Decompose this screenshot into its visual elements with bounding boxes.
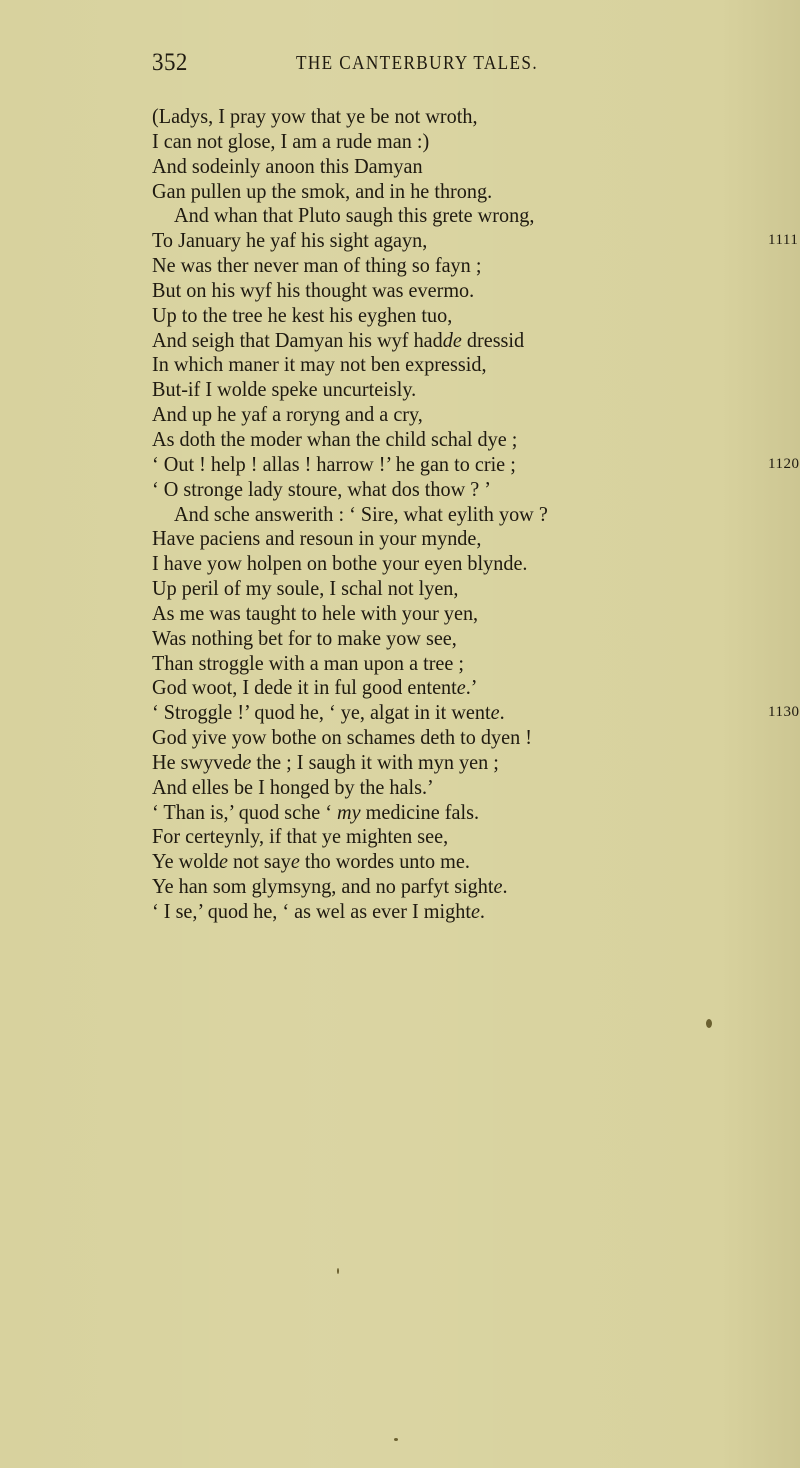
verse-line	[152, 451, 800, 477]
line-number: 1111	[768, 232, 799, 249]
verse-line-text	[152, 452, 516, 477]
verse-line-text	[152, 601, 478, 626]
italic-segment: e	[490, 700, 500, 725]
italic-segment: e	[242, 749, 252, 774]
verse-line	[152, 551, 792, 576]
verse-line	[152, 278, 792, 303]
verse-line	[152, 824, 792, 849]
verse-line	[152, 775, 792, 800]
verse-line-text	[174, 203, 534, 228]
text-segment: And sche answerith : ‘ Sire, what eylith yow ?	[174, 501, 548, 526]
verse-line	[152, 328, 792, 353]
text-segment: ‘ Out ! help ! allas ! harrow !’ he gan to crie ;	[152, 451, 516, 476]
text-segment: For certeynly, if that ye mighten see,	[152, 824, 449, 849]
verse-line	[152, 129, 792, 154]
verse-line	[152, 427, 792, 452]
verse-line-text	[152, 402, 423, 427]
text-segment: Than stroggle with a man upon a tree ;	[152, 650, 465, 675]
verse-line-text	[152, 129, 429, 154]
text-segment: He swyved	[152, 749, 243, 774]
verse-line-text	[152, 352, 487, 377]
text-segment: ‘ Than is,’ quod sche ‘	[152, 799, 338, 824]
text-segment: But-if I wolde speke uncurteisly.	[152, 377, 417, 402]
text-segment: Ye wold	[152, 849, 220, 874]
text-segment: But on his wyf his thought was evermo.	[152, 277, 475, 302]
text-segment: Up peril of my soule, I schal not lyen,	[152, 576, 459, 601]
verse-line-text	[152, 377, 416, 402]
verse-line	[152, 675, 792, 700]
text-segment: As doth the moder whan the child schal dye ;	[152, 426, 518, 451]
verse-line-text	[152, 824, 448, 849]
italic-segment: de	[442, 327, 462, 352]
verse-block	[152, 104, 800, 924]
verse-line-text	[152, 651, 464, 676]
text-segment: .	[499, 700, 505, 725]
text-segment: Ne was ther never man of thing so fayn ;	[152, 253, 482, 278]
text-segment: ‘ Stroggle !’ quod he, ‘ ye, algat in it went	[152, 700, 491, 725]
verse-line-text	[152, 775, 434, 800]
verse-line-text	[152, 154, 423, 179]
verse-line-text	[152, 228, 427, 253]
text-segment: God yive yow bothe on schames deth to dyen !	[152, 725, 532, 750]
verse-line-text	[152, 849, 470, 874]
text-segment: And seigh that Damyan his wyf had	[152, 327, 443, 352]
running-title: THE CANTERBURY TALES.	[296, 52, 539, 74]
verse-line	[152, 502, 792, 527]
verse-line	[152, 700, 800, 725]
verse-line-text	[152, 675, 478, 700]
verse-line	[152, 576, 792, 601]
verse-line	[152, 477, 792, 502]
text-segment: Ye han som glymsyng, and no parfyt sight	[152, 874, 494, 899]
running-head	[152, 49, 652, 79]
verse-line-text	[152, 626, 457, 651]
verse-line	[152, 874, 792, 899]
verse-line-text	[152, 104, 478, 129]
text-segment: I can not glose, I am a rude man :)	[152, 128, 430, 153]
verse-line	[152, 651, 792, 676]
verse-line	[152, 526, 792, 551]
verse-line	[152, 352, 792, 377]
verse-line	[152, 899, 792, 924]
ink-speck	[706, 1019, 712, 1028]
text-segment: ‘ I se,’ quod he, ‘ as wel as ever I might	[152, 899, 471, 923]
line-number: 1120	[768, 455, 800, 472]
text-segment: In which maner it may not ben expressid,	[152, 352, 487, 377]
verse-line	[152, 402, 792, 427]
verse-line	[152, 626, 792, 651]
text-segment: dressid	[461, 327, 525, 352]
verse-line-text	[152, 427, 517, 452]
verse-line-text	[152, 874, 508, 899]
verse-line	[152, 104, 792, 129]
text-segment: God woot, I dede it in ful good entent	[152, 675, 457, 700]
text-segment: To January he yaf his sight agayn,	[152, 228, 428, 253]
ink-speck	[394, 1438, 398, 1441]
text-segment: .	[502, 874, 508, 899]
italic-segment: e	[219, 849, 228, 874]
verse-line-text	[152, 303, 452, 328]
verse-line	[152, 601, 792, 626]
verse-line	[152, 303, 792, 328]
ink-speck	[337, 1268, 339, 1274]
line-number: 1130	[768, 704, 800, 721]
verse-line-text	[152, 551, 527, 576]
text-segment: not say	[227, 849, 291, 874]
text-segment: And up he yaf a roryng and a cry,	[152, 402, 423, 427]
verse-line	[152, 154, 792, 179]
verse-line-text	[152, 253, 481, 278]
text-segment: Up to the tree he kest his eyghen tuo,	[152, 302, 453, 327]
text-segment: ‘ O stronge lady stoure, what dos thow ? ’	[152, 476, 492, 501]
text-segment: Have paciens and resoun in your mynde,	[152, 526, 482, 551]
text-segment: (Ladys, I pray yow that ye be not wroth,	[152, 104, 478, 128]
text-segment: As me was taught to hele with your yen,	[152, 600, 479, 625]
verse-line	[152, 203, 792, 228]
text-segment: And whan that Pluto saugh this grete wrong,	[174, 203, 535, 228]
verse-line	[152, 377, 792, 402]
verse-line-text	[152, 179, 492, 204]
verse-line-text	[152, 278, 474, 303]
italic-segment: e	[493, 874, 503, 899]
verse-line-text	[152, 526, 481, 551]
verse-line	[152, 228, 799, 253]
verse-line	[152, 800, 792, 825]
text-segment: I have yow holpen on bothe your eyen blynde.	[152, 551, 528, 576]
verse-line	[152, 253, 792, 278]
text-segment: And elles be I honged by the hals.’	[152, 774, 434, 799]
italic-segment: my	[337, 799, 361, 824]
text-segment: Gan pullen up the smok, and in he throng.	[152, 178, 493, 203]
verse-line	[152, 849, 792, 874]
verse-line-text	[152, 750, 499, 775]
text-segment: Was nothing bet for to make yow see,	[152, 625, 457, 650]
verse-line-text	[174, 502, 548, 527]
verse-line-text	[152, 477, 491, 502]
text-segment: .	[479, 899, 485, 923]
text-segment: And sodeinly anoon this Damyan	[152, 153, 423, 178]
text-segment: .’	[465, 675, 478, 700]
verse-line-text	[152, 725, 532, 750]
italic-segment: e	[290, 849, 300, 874]
text-segment: medicine fals.	[360, 799, 480, 824]
verse-line	[152, 179, 792, 204]
text-segment: tho wordes unto me.	[299, 849, 470, 874]
verse-line-text	[152, 700, 505, 725]
italic-segment: e	[470, 899, 480, 923]
verse-line-text	[152, 800, 479, 825]
text-segment: the ; I saugh it with myn yen ;	[251, 749, 499, 774]
verse-line-text	[152, 576, 458, 601]
verse-line	[152, 750, 792, 775]
verse-line-text	[152, 899, 485, 924]
page-number: 352	[152, 49, 188, 76]
italic-segment: e	[456, 675, 466, 700]
verse-line	[152, 725, 792, 750]
verse-line-text	[152, 328, 524, 353]
